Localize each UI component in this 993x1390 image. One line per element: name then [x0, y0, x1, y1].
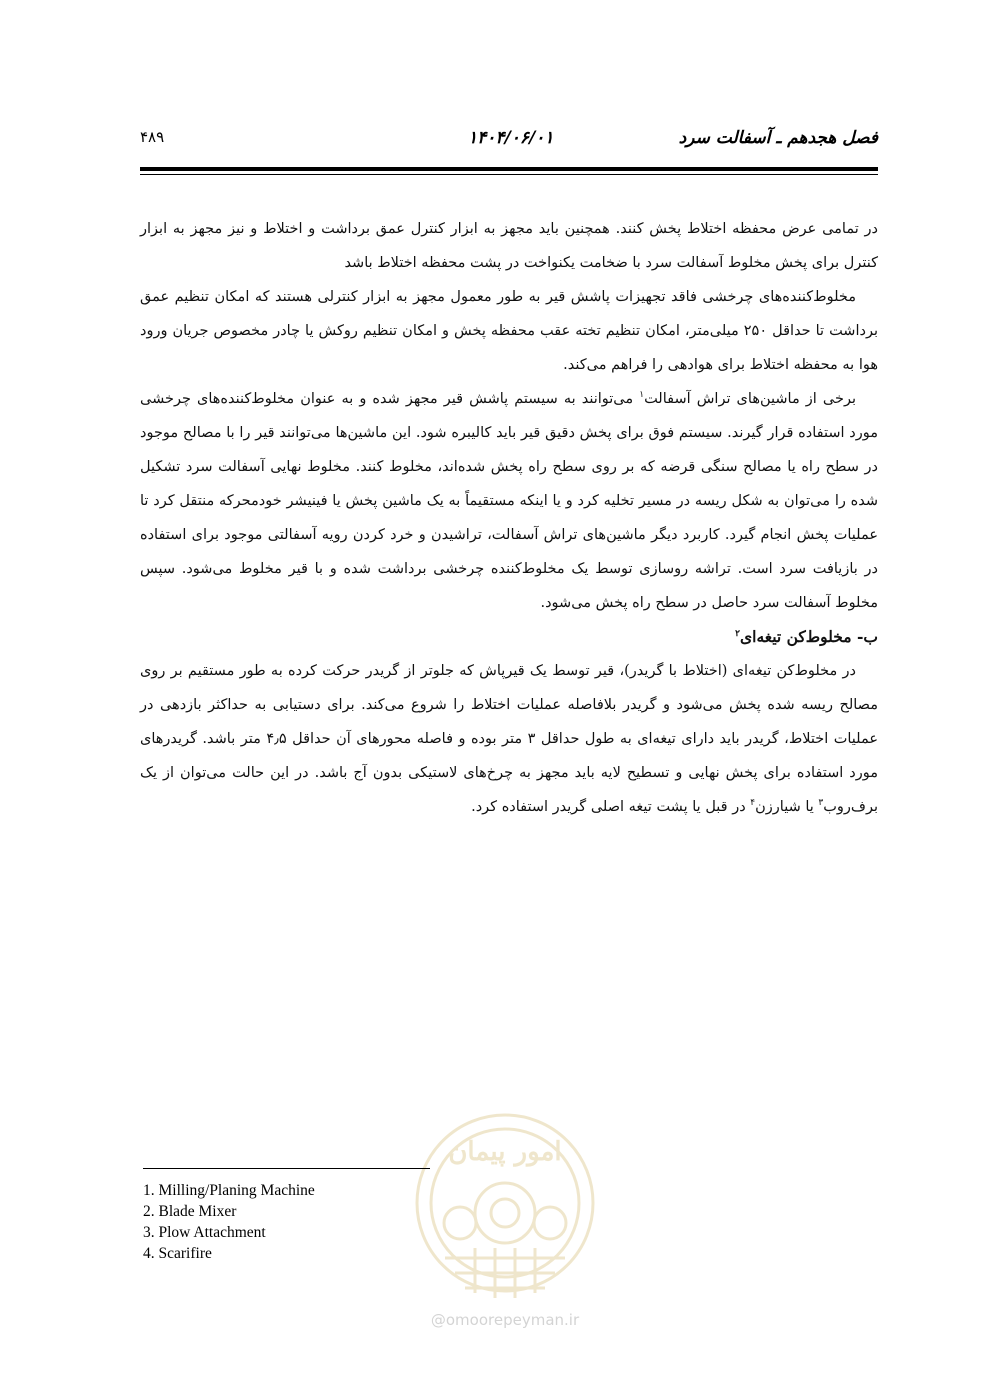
- paragraph-4-text-c: در قبل یا پشت تیغه اصلی گریدر استفاده کرد.: [471, 799, 751, 815]
- paragraph-4-text-a: در مخلوط‌کن تیغه‌ای (اختلاط با گریدر)، قیر توسط یک قیرپاش که جلوتر از گریدر حرکت کرده به طور مستقیم بر روی مصالح ریسه شده پخش می‌شود و گریدر بلافاصله عملیات اختلاط را شروع می‌کند. برای دستیابی به حداکثر بازدهی در عملیات اختلاط، گریدر باید دارای تیغه‌ای به طول حداقل ۳ متر بوده و فاصله محورهای آن حداقل ۴٫۵ متر باشد. گریدرهای مورد استفاده برای پخش نهایی و تسطیح لایه باید مجهز به چرخ‌های لاستیکی بدون آج باشد. در این حالت می‌توان از یک برف‌روب: [140, 663, 879, 815]
- section-heading: [140, 620, 878, 654]
- section-heading-text: ب- مخلوط‌کن تیغه‌ای: [740, 627, 878, 646]
- paragraph-2: مخلوط‌کننده‌های چرخشی فاقد تجهیزات پاشش قیر به طور معمول مجهز به ابزار کنترلی هستند که امکان تنظیم عمق برداشت تا حداقل ۲۵۰ میلی‌متر، امکان تنظیم تخته عقب محفظه پخش و امکان تنظیم روکش یا چادر مخصوص جریان ورود هوا به محفظه اختلاط برای هوادهی را فراهم می‌کند.: [140, 289, 878, 373]
- paragraph-3-text-a: برخی از ماشین‌های تراش آسفالت: [644, 391, 856, 407]
- footnote-4: 4. Scarifire: [143, 1245, 212, 1262]
- header-rule-thin: [140, 174, 878, 175]
- paragraph-4-text-b: یا شیارزن: [755, 799, 819, 815]
- watermark-logo-text: امور پیمان: [448, 1137, 562, 1167]
- chapter-title: فصل هجدهم ـ آسفالت سرد: [678, 128, 878, 148]
- footnote-3: 3. Plow Attachment: [143, 1224, 266, 1241]
- paragraph-4: [140, 654, 878, 824]
- footnote-2: 2. Blade Mixer: [143, 1203, 237, 1220]
- running-header: [140, 128, 878, 162]
- footnote-1: 1. Milling/Planing Machine: [143, 1182, 315, 1199]
- footnote-ref-4: ۴: [750, 798, 756, 809]
- paragraph-3: [140, 382, 878, 620]
- watermark-site: @omoorepeyman.ir: [430, 1311, 580, 1329]
- footnote-ref-1: ۱: [639, 390, 645, 401]
- paragraph-1: در تمامی عرض محفظه اختلاط پخش کنند. همچنین باید مجهز به ابزار کنترل عمق برداشت و اختلاط و نیز مجهز به ابزار کنترل برای پخش مخلوط آسفالت سرد با ضخامت یکنواخت در پشت محفظه اختلاط باشد: [140, 221, 878, 271]
- page-number: ۴۸۹: [140, 128, 165, 146]
- body-text: [140, 212, 878, 824]
- footnote-separator: [143, 1168, 430, 1169]
- header-rule-thick: [140, 167, 878, 171]
- paragraph-3-text-b: می‌توانند به سیستم پاشش قیر مجهز شده و به عنوان مخلوط‌کننده‌های چرخشی مورد استفاده قرار گیرند. سیستم فوق برای پخش دقیق قیر باید کالیبره شود. این ماشین‌ها می‌توانند قیر را با مصالح موجود در سطح راه یا مصالح سنگی قرضه که بر روی سطح راه پخش شده‌اند، مخلوط کنند. مخلوط نهایی آسفالت سرد تشکیل شده را می‌توان به شکل ریسه در مسیر تخلیه کرد و یا اینکه مستقیماً به یک ماشین پخش یا فینیشر خودمحرکه منتقل کرد تا عملیات پخش انجام گیرد. کاربرد دیگر ماشین‌های تراش آسفالت، تراشیدن و خرد کردن رویه آسفالتی موجود برای استفاده در بازیافت سرد است. تراشه روسازی توسط یک مخلوط‌کننده چرخشی برداشت شده و با قیر مخلوط می‌شود. سپس مخلوط آسفالت سرد حاصل در سطح راه پخش می‌شود.: [140, 391, 878, 611]
- footnotes: [143, 1180, 483, 1264]
- footnote-ref-2: ۲: [735, 628, 740, 639]
- header-date: ۱۴۰۴/۰۶/۰۱: [468, 128, 554, 148]
- footnote-ref-3: ۳: [818, 798, 824, 809]
